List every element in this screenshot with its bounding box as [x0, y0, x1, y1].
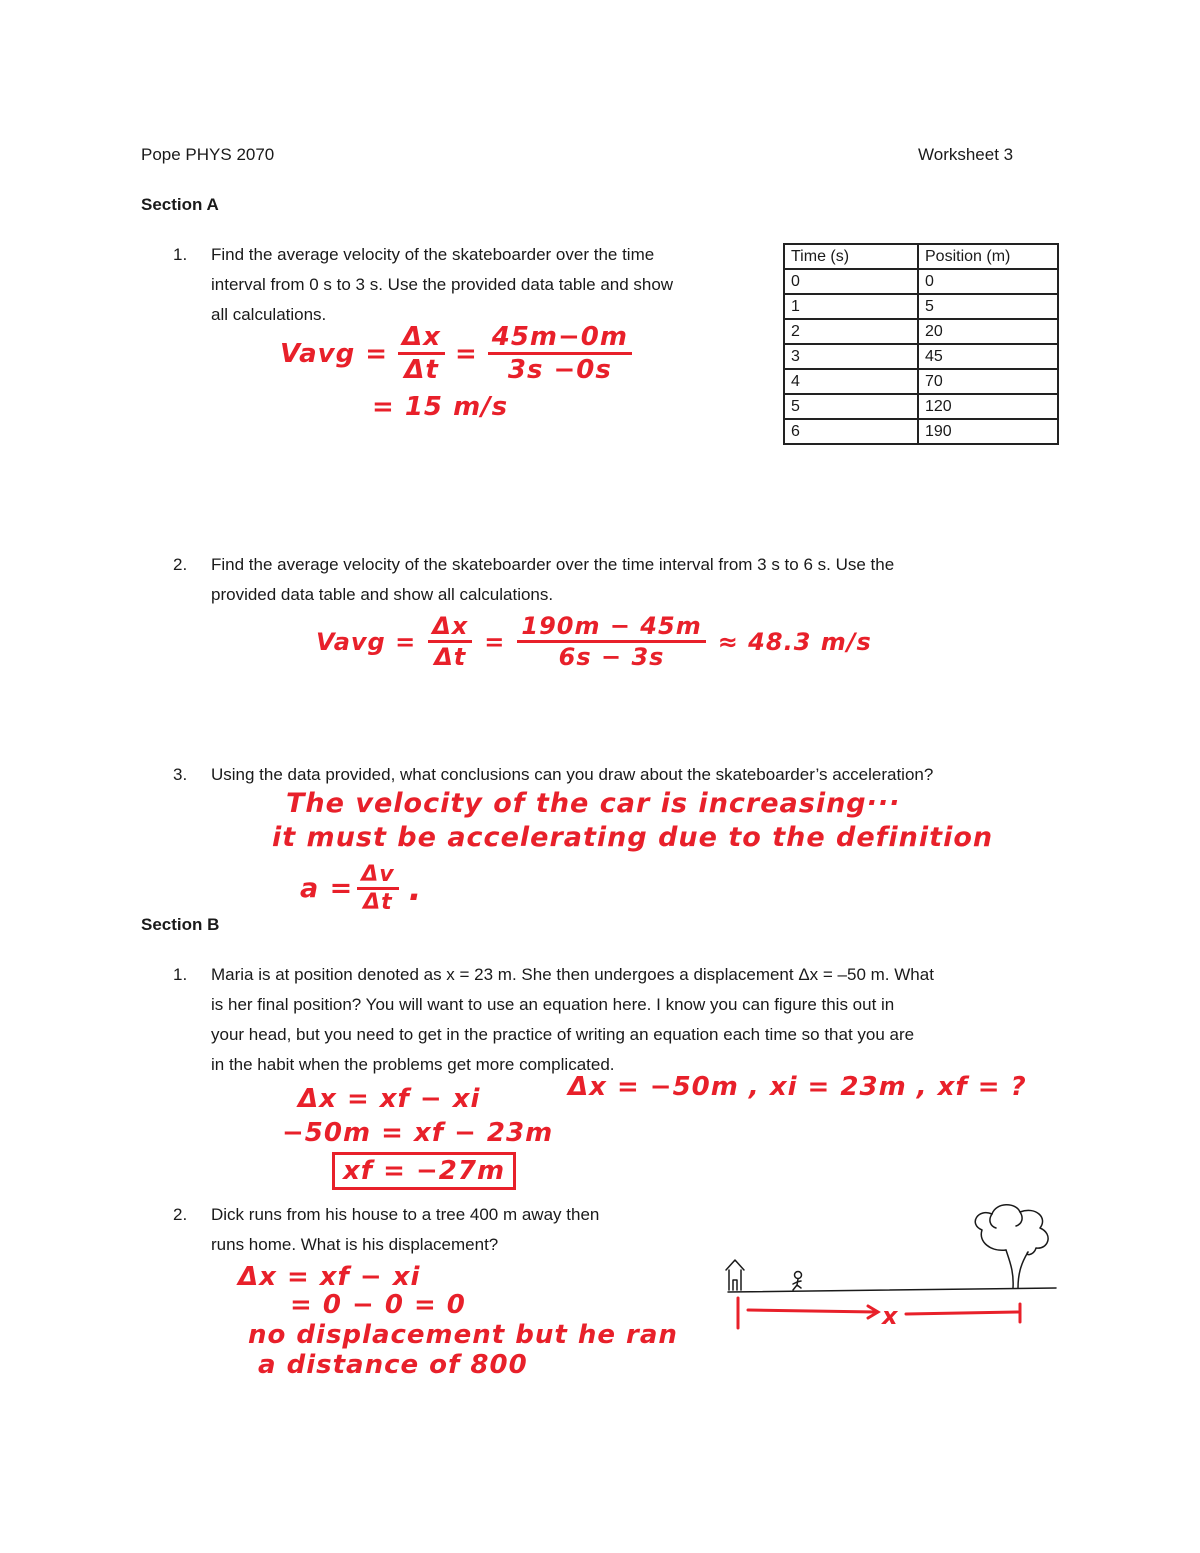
answer-a2-lhs: Vavg = [316, 627, 417, 656]
answer-a3-line: it must be accelerating due to the definition [272, 822, 994, 853]
answer-a1-result: = 15 m/s [372, 392, 509, 422]
question-b1-line: Maria is at position denoted as x = 23 m. She then undergoes a displacement Δx = –50 m. What [211, 965, 934, 984]
table-cell: 4 [784, 369, 918, 394]
answer-a2-frac-num: Δx [428, 612, 472, 643]
question-a2-number: 2. [173, 555, 188, 574]
question-b2-number: 2. [173, 1205, 188, 1224]
header-right: Worksheet 3 [918, 145, 1014, 164]
question-a2-line: provided data table and show all calculations. [211, 585, 554, 604]
displacement-label: x [882, 1302, 898, 1330]
ground-line [728, 1288, 1056, 1292]
answer-a1-frac-den: 3s −0s [507, 355, 612, 385]
answer-b2-line: = 0 − 0 = 0 [290, 1290, 466, 1320]
answer-a1-formula [280, 322, 632, 385]
answer-b1-line: Δx = xf − xi [298, 1084, 481, 1114]
table-cell: 2 [784, 319, 918, 344]
answer-a1-frac-den: Δt [404, 355, 439, 385]
answer-a1-frac-num: Δx [398, 322, 445, 355]
answer-a1-frac-num: 45m−0m [488, 322, 632, 355]
question-b1-number: 1. [173, 965, 188, 984]
question-a1-number: 1. [173, 245, 188, 264]
answer-a2-formula [316, 612, 872, 671]
answer-a2-frac-num: 190m − 45m [517, 612, 705, 643]
answer-b2-line: Δx = xf − xi [238, 1262, 421, 1292]
table-cell: 0 [918, 269, 1058, 294]
answer-a2-fraction-values [517, 612, 705, 671]
question-b1-line: your head, but you need to get in the practice of writing an equation each time so that you are [211, 1025, 915, 1044]
question-b1-line: is her final position? You will want to use an equation here. I know you can figure this out in [211, 995, 895, 1014]
table-row [784, 294, 1058, 319]
answer-b1-line: −50m = xf − 23m [282, 1118, 554, 1148]
table-row [784, 344, 1058, 369]
table-row [784, 419, 1058, 444]
house-tree-sketch [706, 1200, 1066, 1340]
table-header-cell: Position (m) [918, 244, 1058, 269]
question-b1-line: in the habit when the problems get more complicated. [211, 1055, 615, 1074]
table-row [784, 369, 1058, 394]
table-cell: 120 [918, 394, 1058, 419]
answer-a3-frac-num: Δv [357, 862, 398, 890]
answer-a1-equals: = [454, 338, 478, 369]
answer-a2-result: ≈ 48.3 m/s [717, 627, 872, 656]
runner-icon [793, 1272, 802, 1291]
answer-a1-lhs: Vavg = [280, 338, 389, 369]
answer-a3-frac-den: Δt [363, 890, 393, 915]
answer-b2-line: a distance of 800 [258, 1350, 528, 1380]
answer-a2-fraction-delta [428, 612, 472, 671]
question-a1-line: Find the average velocity of the skateboarder over the time [211, 245, 655, 264]
question-a3-number: 3. [173, 765, 188, 784]
table-cell: 5 [918, 294, 1058, 319]
answer-a3-dot: . [408, 868, 423, 909]
answer-a2-frac-den: Δt [434, 643, 467, 671]
table-header-row [784, 244, 1058, 269]
question-b2-line: Dick runs from his house to a tree 400 m away then [211, 1205, 600, 1224]
question-a2-line: Find the average velocity of the skateboarder over the time interval from 3 s to 6 s. Use the [211, 555, 895, 574]
answer-a3-line: The velocity of the car is increasing··· [286, 788, 901, 819]
table-cell: 0 [784, 269, 918, 294]
question-b2-line: runs home. What is his displacement? [211, 1235, 499, 1254]
answer-a1-fraction-delta [398, 322, 445, 385]
answer-a2-frac-den: 6s − 3s [558, 643, 665, 671]
answer-a1-fraction-values [488, 322, 632, 385]
question-a1-line: all calculations. [211, 305, 327, 324]
section-b-title: Section B [141, 915, 220, 934]
table-row [784, 269, 1058, 294]
table-cell: 6 [784, 419, 918, 444]
table-cell: 3 [784, 344, 918, 369]
table-header-cell: Time (s) [784, 244, 918, 269]
question-a3-line: Using the data provided, what conclusions can you draw about the skateboarder’s acceleration? [211, 765, 934, 784]
answer-b1-boxed-result: xf = −27m [332, 1152, 516, 1190]
table-cell: 70 [918, 369, 1058, 394]
answer-b2-line: no displacement but he ran [248, 1320, 678, 1350]
answer-a3-a-equals: a = [300, 873, 354, 904]
tree-icon [975, 1205, 1048, 1288]
table-row [784, 394, 1058, 419]
header-left: Pope PHYS 2070 [141, 145, 275, 164]
answer-a2-equals: = [484, 627, 506, 656]
table-cell: 5 [784, 394, 918, 419]
answer-a3-fraction [357, 862, 398, 915]
answer-a3-acceleration [300, 862, 423, 915]
table-cell: 45 [918, 344, 1058, 369]
table-row [784, 319, 1058, 344]
answer-b1-line: Δx = −50m , xi = 23m , xf = ? [568, 1072, 1027, 1102]
table-cell: 190 [918, 419, 1058, 444]
table-cell: 1 [784, 294, 918, 319]
house-icon [726, 1260, 744, 1290]
table-cell: 20 [918, 319, 1058, 344]
data-table [783, 243, 1059, 445]
question-a1-line: interval from 0 s to 3 s. Use the provided data table and show [211, 275, 674, 294]
section-a-title: Section A [141, 195, 219, 214]
